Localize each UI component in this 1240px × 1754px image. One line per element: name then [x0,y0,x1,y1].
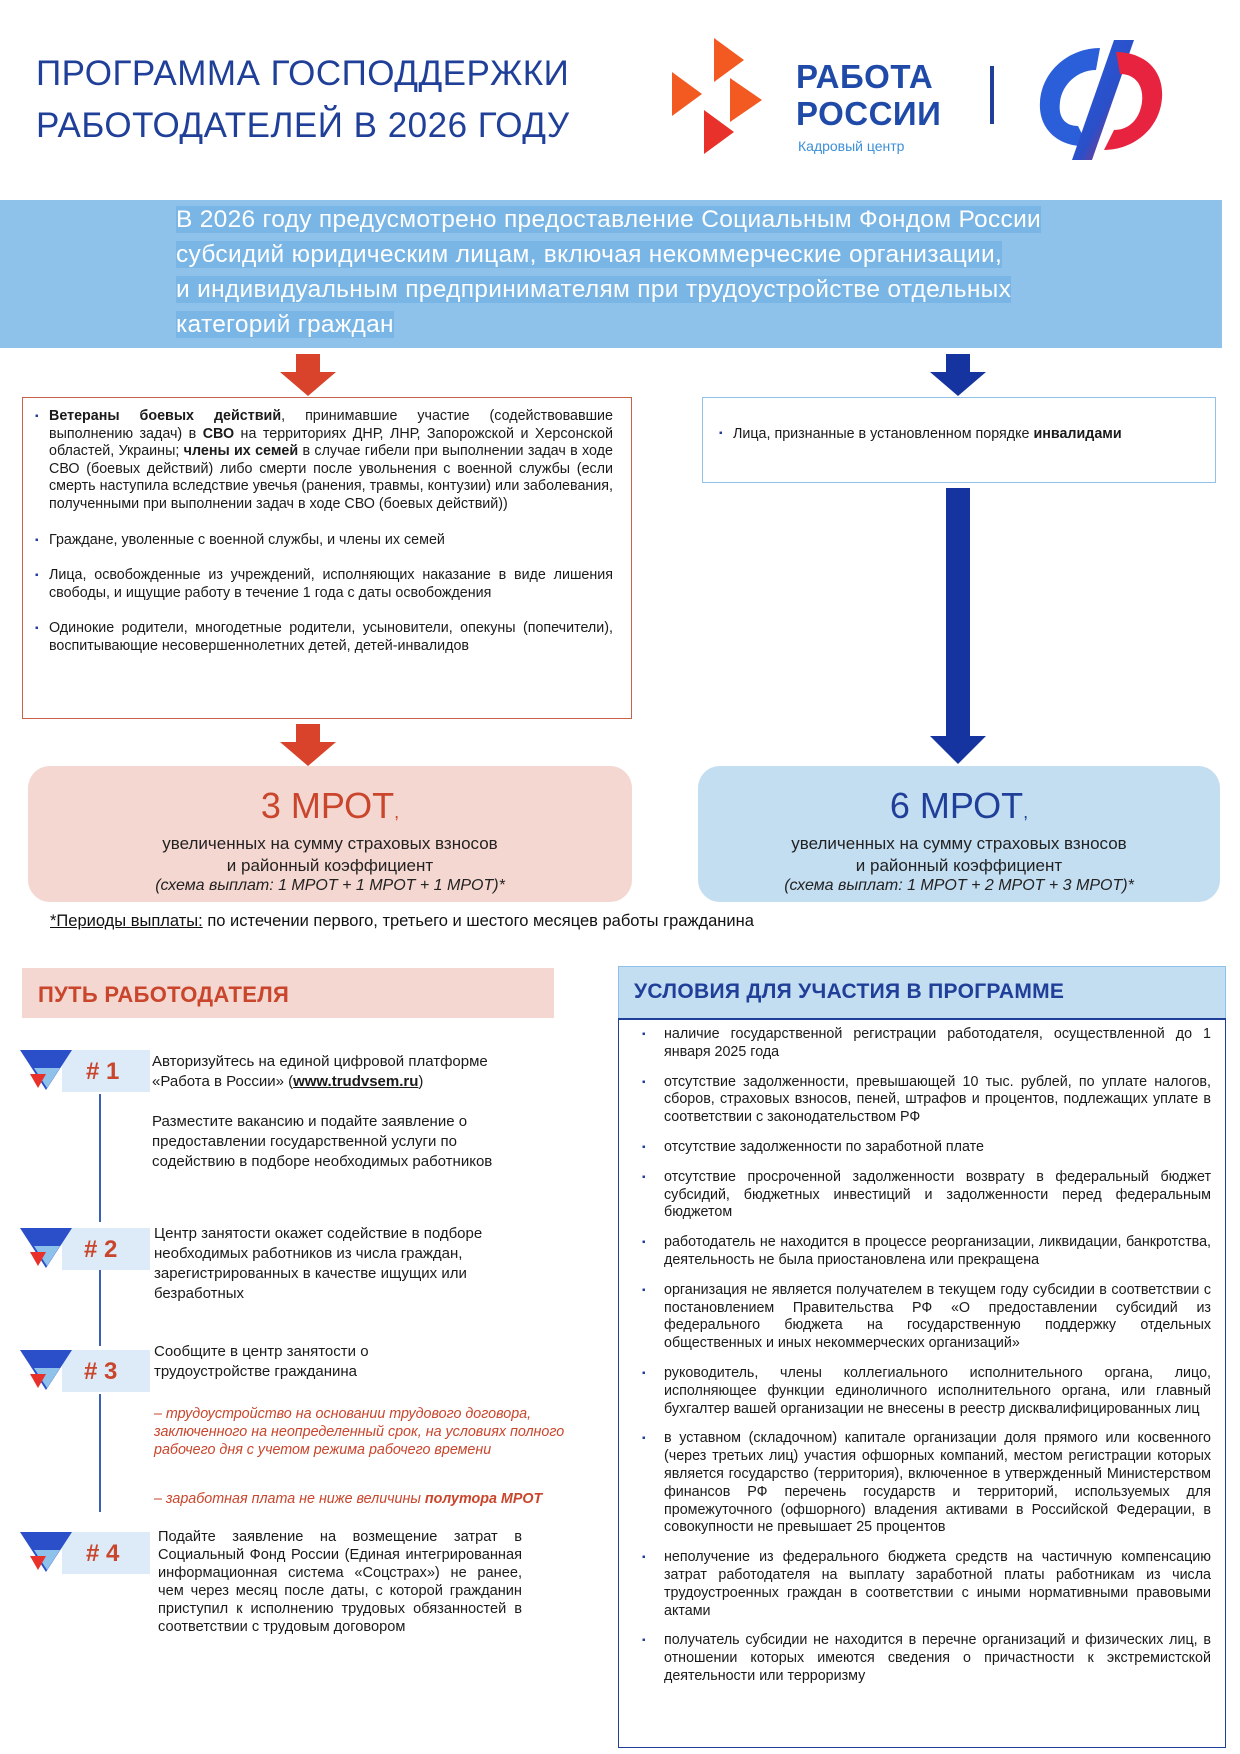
title-line-1: ПРОГРАММА ГОСПОДДЕРЖКИ [36,54,570,93]
category-item: ▪ Ветераны боевых действий, принимавшие участие (содействовавшие выполнению задач) в СВО на территориях ДНР, ЛНР, Запорожской и Херсонской областей, Украины; члены их семей в случае гибели при выполнении задач в ходе СВО (боевых действий) либо смерти после увольнения с военной службы (если смерть наступила вследствие увечья (ранения, травмы, контузии) или заболевания, полученными при выполнении задач в ходе СВО (боевых действий)) [49,408,613,514]
step-text: Сообщите в центр занятости о трудоустройстве гражданина [154,1343,369,1380]
result-head: 6 МРОТ, [889,785,1029,826]
logo-rr-subtitle: Кадровый центр [798,138,905,154]
conditions-box [618,1018,1226,1748]
step-text: Подайте заявление на возмещение затрат в Социальный Фонд России (Единая интегрированная информационная система «Соцстрах») не ранее, чем через месяц после даты, с которой гражданин приступил к исполнению трудовых обязанностей в соответствии с трудовым договором [158,1529,522,1635]
path-line [99,1270,101,1346]
arrow-down-long-blue-icon [930,488,986,768]
intro-line-4: категорий граждан [176,311,394,338]
intro-line-3: и индивидуальным предпринимателям при трудоустройстве отдельных [176,276,1012,303]
categories-left-box [22,397,632,719]
category-item: ▪ Лица, освобожденные из учреждений, исполняющих наказание в виде лишения свободы, и ищущие работу в течение 1 года с даты освобождения [49,567,613,602]
condition-item: ▪ отсутствие задолженности по заработной плате [664,1139,1211,1157]
step-text: Авторизуйтесь на единой цифровой платформе «Работа в России» (www.trudvsem.ru) [152,1053,488,1090]
step-number: # 3 [84,1358,118,1385]
step-triangles-icon [20,1532,78,1576]
result-sub: увеличенных на сумму страховых взносов [162,834,498,853]
condition-item: ▪ отсутствие задолженности, превышающей 10 тыс. рублей, по уплате налогов, сборов, страховых взносов, пеней, штрафов и процентов, подлежащих уплате в соответствии с законодательством РФ [664,1074,1211,1127]
step-text: Разместите вакансию и подайте заявление о предоставлении государственной услуги по содействию в подборе необходимых работников [152,1113,493,1170]
category-item: ▪ Одинокие родители, многодетные родители, усыновители, опекуны (попечители), воспитывающие несовершеннолетних детей, детей-инвалидов [49,620,613,655]
result-3-mrot [28,766,632,902]
path-line [99,1094,101,1222]
arrow-down-red-icon [280,724,336,766]
logo-rr-line-1: РАБОТА [796,58,934,95]
title-line-2: РАБОТОДАТЕЛЕЙ В 2026 ГОДУ [36,106,570,145]
step-triangles-icon [20,1350,78,1394]
social-fund-logo-icon [1030,40,1172,160]
intro-text [176,202,1216,342]
categories-right-box [702,397,1216,483]
result-scheme: (схема выплат: 1 МРОТ + 2 МРОТ + 3 МРОТ)* [784,877,1134,894]
category-item: ▪ Граждане, уволенные с военной службы, и члены их семей [49,532,613,550]
condition-item: ▪ в уставном (складочном) капитале организации доля прямого или косвенного (через третьих лиц) участия офшорных компаний, местом регистрации которых является государство (территория), включенное в утвержденный Министерством финансов РФ перечень государств и территорий, используемых для промежуточного (офшорного) владения активами в Российской Федерации, в совокупности не превышает 25 процентов [664,1430,1211,1537]
page-title [36,48,636,152]
condition-item: ▪ неполучение из федерального бюджета средств на частичную компенсацию затрат работодателя на выплату заработной платы работникам из числа трудоустроенных граждан в соответствии с иными нормативными правовыми актами [664,1549,1211,1620]
step-number: # 2 [84,1236,118,1263]
step-text: Центр занятости окажет содействие в подборе необходимых работников из числа граждан, зарегистрированных в качестве ищущих или безработных [154,1225,483,1302]
intro-line-1: В 2026 году предусмотрено предоставление Социальным Фондом России [176,206,1042,233]
condition-item: ▪ организация не является получателем в текущем году субсидии в соответствии с постановлением Правительства РФ «О предоставлении субсидий из федерального бюджета на государственную поддержку отдельных общественных и иных некоммерческих организаций» [664,1282,1211,1353]
path-line [99,1394,101,1512]
result-head: 3 МРОТ, [260,785,400,826]
step-triangles-icon [20,1228,78,1272]
result-sub: и районный коэффициент [855,856,1063,875]
rabota-rossii-logo-icon [672,38,792,158]
step-note: – трудоустройство на основании трудового договора, заключенного на неопределенный срок, на условиях полного рабочего дня с учетом режима рабочего времени [154,1406,565,1458]
logo-rr-line-2: РОССИИ [796,95,942,132]
step-note: – заработная плата не ниже величины полутора МРОТ [154,1491,543,1507]
step-triangles-icon [20,1050,78,1094]
step-number: # 1 [86,1058,120,1085]
intro-line-2: субсидий юридическим лицам, включая некоммерческие организации, [176,241,1003,268]
condition-item: ▪ руководитель, члены коллегиального исполнительного органа, лицо, исполняющее функции единоличного исполнительного органа, или главный бухгалтер вашей организации не внесены в реестр дисквалифицированных лиц [664,1365,1211,1418]
condition-item: ▪ отсутствие просроченной задолженности возврату в федеральный бюджет субсидий, бюджетных инвестиций и задолженности перед федеральным бюджетом [664,1169,1211,1222]
step-number: # 4 [86,1540,120,1567]
category-item: ▪ Лица, признанные в установленном порядке инвалидами [733,425,1197,443]
condition-item: ▪ работодатель не находится в процессе реорганизации, ликвидации, банкротства, деятельность не была приостановлена или прекращена [664,1234,1211,1270]
logo-divider [990,66,994,124]
result-6-mrot [698,766,1220,902]
condition-item: ▪ наличие государственной регистрации работодателя, осуществленной до 1 января 2025 года [664,1026,1211,1062]
arrow-down-blue-icon [930,354,986,396]
condition-item: ▪ получатель субсидии не находится в перечне организаций и физических лиц, в отношении которых имеются сведения о причастности к экстремистской деятельности или терроризму [664,1632,1211,1685]
result-sub: и районный коэффициент [226,856,434,875]
result-scheme: (схема выплат: 1 МРОТ + 1 МРОТ + 1 МРОТ)* [155,877,505,894]
trudvsem-link[interactable]: www.trudvsem.ru [293,1073,419,1090]
payment-periods-note: *Периоды выплаты: по истечении первого, третьего и шестого месяцев работы гражданина [50,912,754,930]
result-sub: увеличенных на сумму страховых взносов [791,834,1127,853]
arrow-down-red-icon [280,354,336,396]
conditions-title: УСЛОВИЯ ДЛЯ УЧАСТИЯ В ПРОГРАММЕ [634,980,1065,1003]
conditions-list [664,1026,1211,1686]
path-title: ПУТЬ РАБОТОДАТЕЛЯ [38,982,290,1007]
